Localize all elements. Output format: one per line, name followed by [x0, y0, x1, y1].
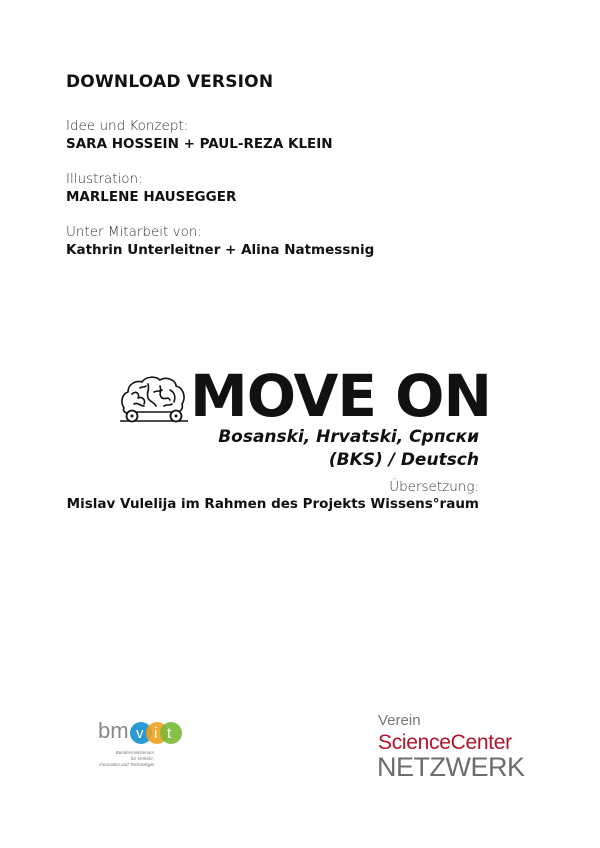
concept-label: Idee und Konzept:: [66, 118, 189, 134]
svg-text:i: i: [154, 725, 158, 742]
translation-label: Übersetzung:: [389, 479, 479, 495]
collaboration-names: Kathrin Unterleitner + Alina Natmessnig: [66, 242, 375, 258]
svg-text:t: t: [167, 725, 172, 742]
bmvit-circles-icon: [130, 720, 182, 746]
collaboration-label: Unter Mitarbeit von:: [66, 224, 202, 240]
download-version-heading: DOWNLOAD VERSION: [66, 72, 274, 92]
sciencecenter-name: ScienceCenter: [378, 731, 512, 754]
illustration-label: Illustration:: [66, 171, 143, 187]
sciencecenter-netzwerk: NETZWERK: [377, 752, 525, 782]
bmvit-letters: bm: [98, 718, 129, 743]
brain-car-icon: [118, 372, 190, 426]
concept-authors: SARA HOSSEIN + PAUL-REZA KLEIN: [66, 136, 333, 152]
illustration-author: MARLENE HAUSEGGER: [66, 189, 237, 205]
languages-line-2: (BKS) / Deutsch: [328, 450, 479, 470]
translation-credit: Mislav Vulelija im Rahmen des Projekts Wissens°raum: [66, 496, 479, 512]
bmvit-logo: [62, 716, 192, 776]
sciencecenter-verein: Verein: [378, 712, 421, 729]
svg-text:v: v: [136, 725, 144, 742]
languages-line-1: Bosanski, Hrvatski, Српски: [218, 427, 479, 447]
bmvit-subtitle-1: Bundesministerium: [115, 750, 154, 755]
bmvit-subtitle-3: Innovation und Technologie: [99, 762, 154, 767]
book-title: MOVE ON: [190, 362, 492, 430]
bmvit-subtitle-2: für Verkehr,: [130, 756, 154, 761]
